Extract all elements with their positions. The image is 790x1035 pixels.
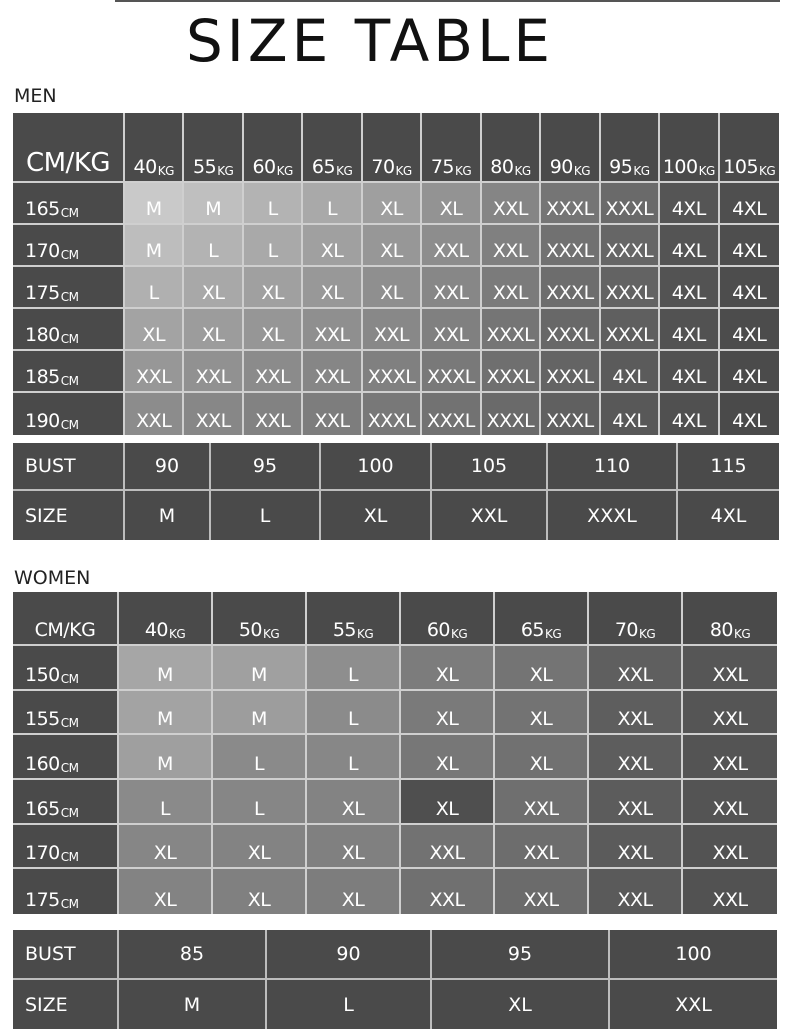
size-label: SIZE (13, 491, 125, 540)
size-cell: XXL (303, 309, 362, 351)
weight-unit: KG (698, 164, 715, 178)
size-cell: L (307, 691, 401, 736)
size-cell: XL (495, 646, 589, 691)
size-cell: XXL (303, 351, 362, 393)
size-cell: XL (307, 780, 401, 825)
size-cell: XL (213, 869, 307, 914)
size-cell: XL (119, 825, 213, 870)
size-cell: XL (244, 309, 303, 351)
weight-unit: KG (451, 627, 468, 641)
height-value: 185 (25, 366, 60, 388)
weight-value: 60 (252, 156, 276, 178)
size-cell: 4XL (660, 393, 719, 435)
size-cell: 4XL (660, 225, 719, 267)
women-size-grid (13, 592, 777, 914)
weight-value: 80 (709, 619, 733, 641)
size-cell: XL (422, 183, 481, 225)
height-unit: CM (60, 761, 79, 775)
height-header (13, 869, 119, 914)
size-cell: XXXL (422, 351, 481, 393)
height-value: 170 (25, 842, 60, 865)
weight-header (213, 592, 307, 646)
size-cell: XXL (683, 869, 777, 914)
height-value: 160 (25, 753, 60, 775)
weight-unit: KG (639, 627, 656, 641)
weight-unit: KG (759, 164, 776, 178)
weight-header (401, 592, 495, 646)
size-cell: XXXL (363, 351, 422, 393)
size-cell: XXL (482, 225, 541, 267)
size-cell: XL (363, 267, 422, 309)
size-cell: XXL (303, 393, 362, 435)
weight-unit: KG (357, 627, 374, 641)
weight-unit: KG (573, 164, 591, 178)
size-cell: XXL (589, 869, 683, 914)
size-cell: XXL (482, 267, 541, 309)
weight-unit: KG (157, 164, 174, 178)
size-cell: XL (307, 869, 401, 914)
size-cell: 4XL (720, 183, 779, 225)
weight-value: 55 (332, 619, 356, 641)
weight-unit: KG (633, 164, 650, 178)
weight-unit: KG (169, 627, 186, 641)
size-cell: L (125, 267, 184, 309)
height-value: 170 (25, 240, 60, 262)
size-cell: M (125, 225, 184, 267)
size-cell: XXL (422, 267, 481, 309)
weight-header (119, 592, 213, 646)
height-header (13, 691, 119, 736)
page-title: SIZE TABLE (185, 7, 555, 75)
size-cell: XXL (683, 825, 777, 870)
height-value: 190 (25, 410, 60, 432)
size-cell: XL (213, 825, 307, 870)
weight-value: 105 (723, 156, 759, 178)
weight-unit: KG (336, 164, 353, 178)
weight-value: 80 (490, 156, 514, 178)
height-unit: CM (60, 897, 79, 911)
weight-header (184, 113, 243, 183)
height-unit: CM (60, 332, 79, 346)
bust-value: 110 (548, 443, 678, 489)
size-cell: XXL (184, 393, 243, 435)
size-cell: XL (401, 735, 495, 780)
size-cell: 4XL (720, 309, 779, 351)
weight-header (244, 113, 303, 183)
size-cell: L (184, 225, 243, 267)
men-size-grid (13, 113, 779, 435)
weight-value: 55 (193, 156, 217, 178)
height-value: 175 (25, 889, 60, 911)
size-cell: XXL (589, 691, 683, 736)
size-cell: L (244, 183, 303, 225)
size-cell: XL (303, 225, 362, 267)
size-cell: XXL (683, 780, 777, 825)
weight-header (541, 113, 600, 183)
size-cell: XXL (401, 869, 495, 914)
size-cell: 4XL (660, 183, 719, 225)
size-cell: XL (401, 780, 495, 825)
size-cell: XXXL (601, 225, 660, 267)
weight-value: 75 (430, 156, 454, 178)
size-cell: L (307, 646, 401, 691)
size-cell: XXL (683, 735, 777, 780)
size-cell: XXXL (541, 351, 600, 393)
bust-value: 90 (267, 930, 432, 978)
size-cell: XL (495, 735, 589, 780)
bust-value: 95 (211, 443, 321, 489)
size-cell: L (303, 183, 362, 225)
height-header (13, 825, 119, 870)
size-cell: XXXL (541, 393, 600, 435)
weight-header (589, 592, 683, 646)
size-cell: XXXL (601, 183, 660, 225)
bust-label: BUST (13, 443, 125, 489)
height-unit: CM (60, 418, 79, 432)
size-cell: XXXL (482, 351, 541, 393)
height-header (13, 351, 125, 393)
height-header (13, 646, 119, 691)
size-cell: XXXL (422, 393, 481, 435)
height-value: 175 (25, 282, 60, 304)
weight-value: 60 (426, 619, 450, 641)
weight-value: 40 (144, 619, 168, 641)
bust-size-value: XL (432, 980, 610, 1029)
weight-value: 50 (238, 619, 262, 641)
bust-value: 100 (321, 443, 432, 489)
size-cell: M (184, 183, 243, 225)
size-cell: XXL (244, 351, 303, 393)
top-divider (115, 0, 780, 2)
size-cell: XXXL (601, 267, 660, 309)
bust-value: 95 (432, 930, 610, 978)
weight-value: 70 (371, 156, 395, 178)
weight-value: 100 (662, 156, 698, 178)
height-header (13, 393, 125, 435)
size-cell: XXL (401, 825, 495, 870)
size-cell: XXL (363, 309, 422, 351)
bust-value: 90 (125, 443, 211, 489)
size-cell: 4XL (720, 393, 779, 435)
size-cell: XL (363, 183, 422, 225)
men-bust-table (13, 443, 779, 540)
size-cell: XXL (422, 309, 481, 351)
size-cell: M (119, 646, 213, 691)
bust-value: 115 (710, 455, 747, 477)
size-cell: XXL (244, 393, 303, 435)
weight-header (720, 113, 779, 183)
bust-size-value: XL (321, 491, 432, 540)
corner-header: CM/KG (13, 113, 125, 183)
size-cell: 4XL (660, 351, 719, 393)
height-value: 165 (25, 198, 60, 220)
weight-unit: KG (545, 627, 562, 641)
bust-value: 85 (119, 930, 267, 978)
height-header (13, 267, 125, 309)
corner-header: CM/KG (13, 592, 119, 646)
size-cell: XL (401, 691, 495, 736)
height-header (13, 780, 119, 825)
size-cell: XL (307, 825, 401, 870)
weight-header (422, 113, 481, 183)
height-value: 165 (25, 797, 60, 820)
size-cell: XXL (125, 351, 184, 393)
weight-value: 95 (609, 156, 633, 178)
men-section-label: MEN (14, 85, 57, 107)
size-cell: M (119, 735, 213, 780)
bust-size-value: XXL (432, 491, 548, 540)
size-cell: XL (184, 309, 243, 351)
size-cell: 4XL (660, 267, 719, 309)
size-cell: XL (401, 646, 495, 691)
weight-unit: KG (734, 627, 751, 641)
bust-value: 105 (432, 443, 548, 489)
size-cell: M (125, 183, 184, 225)
weight-header (495, 592, 589, 646)
size-cell: XL (125, 309, 184, 351)
size-cell: M (213, 646, 307, 691)
women-section-label: WOMEN (14, 567, 91, 589)
height-unit: CM (60, 206, 79, 220)
weight-header (601, 113, 660, 183)
size-label: SIZE (13, 980, 119, 1029)
weight-header (683, 592, 777, 646)
size-cell: L (213, 735, 307, 780)
weight-unit: KG (263, 627, 280, 641)
height-value: 150 (25, 663, 60, 686)
bust-size-value: L (211, 491, 321, 540)
size-cell: XXL (589, 735, 683, 780)
size-cell: XXL (422, 225, 481, 267)
weight-unit: KG (217, 164, 234, 178)
size-cell: XXL (589, 825, 683, 870)
weight-header (660, 113, 719, 183)
size-cell: L (244, 225, 303, 267)
bust-label: BUST (13, 930, 119, 978)
bust-size-value: M (125, 491, 211, 540)
bust-size-value: M (119, 980, 267, 1029)
weight-value: 65 (520, 619, 544, 641)
size-cell: XXL (495, 869, 589, 914)
height-unit: CM (60, 805, 79, 820)
size-cell: 4XL (660, 309, 719, 351)
size-cell: XL (244, 267, 303, 309)
size-cell: L (119, 780, 213, 825)
size-cell: XXXL (541, 267, 600, 309)
size-cell: XXL (184, 351, 243, 393)
size-cell: XXL (683, 691, 777, 736)
weight-unit: KG (276, 164, 293, 178)
bust-size-value: 4XL (710, 504, 747, 527)
size-cell: XXL (125, 393, 184, 435)
height-header (13, 183, 125, 225)
weight-value: 65 (311, 156, 336, 178)
size-cell: L (307, 735, 401, 780)
bust-size-value: XXL (675, 993, 712, 1016)
weight-unit: KG (514, 164, 531, 178)
weight-header (303, 113, 362, 183)
size-cell: XXXL (541, 183, 600, 225)
size-cell: 4XL (720, 267, 779, 309)
weight-value: 70 (614, 619, 638, 641)
size-cell: XXL (495, 780, 589, 825)
height-unit: CM (60, 248, 79, 262)
size-cell: 4XL (720, 351, 779, 393)
size-cell: XXL (589, 646, 683, 691)
height-unit: CM (60, 850, 79, 865)
height-header (13, 225, 125, 267)
size-cell: XXXL (601, 309, 660, 351)
weight-value: 90 (549, 156, 573, 178)
weight-header (363, 113, 422, 183)
size-cell: XXXL (482, 393, 541, 435)
bust-value: 100 (675, 943, 712, 965)
height-unit: CM (60, 716, 79, 731)
height-unit: CM (60, 671, 79, 686)
size-cell: M (119, 691, 213, 736)
height-value: 180 (25, 324, 60, 346)
bust-size-value: XXXL (548, 491, 678, 540)
size-cell: XL (363, 225, 422, 267)
size-cell: XXL (683, 646, 777, 691)
size-cell: XXXL (482, 309, 541, 351)
size-cell: XL (184, 267, 243, 309)
size-cell: 4XL (601, 351, 660, 393)
weight-header (125, 113, 184, 183)
size-cell: XL (303, 267, 362, 309)
size-cell: L (213, 780, 307, 825)
height-unit: CM (60, 290, 79, 304)
women-bust-table (13, 930, 777, 1029)
size-cell: XXXL (541, 309, 600, 351)
size-cell: 4XL (720, 225, 779, 267)
height-header (13, 735, 119, 780)
size-cell: XL (495, 691, 589, 736)
size-cell: XL (119, 869, 213, 914)
size-cell: XXXL (541, 225, 600, 267)
height-unit: CM (60, 374, 79, 388)
weight-unit: KG (455, 164, 472, 178)
size-cell: 4XL (601, 393, 660, 435)
size-cell: M (213, 691, 307, 736)
bust-size-value: L (267, 980, 432, 1029)
size-cell: XXL (495, 825, 589, 870)
size-cell: XXXL (363, 393, 422, 435)
height-header (13, 309, 125, 351)
size-cell: XXL (589, 780, 683, 825)
weight-header (307, 592, 401, 646)
weight-header (482, 113, 541, 183)
size-cell: XXL (482, 183, 541, 225)
height-value: 155 (25, 708, 60, 731)
weight-value: 40 (133, 156, 157, 178)
weight-unit: KG (395, 164, 412, 178)
